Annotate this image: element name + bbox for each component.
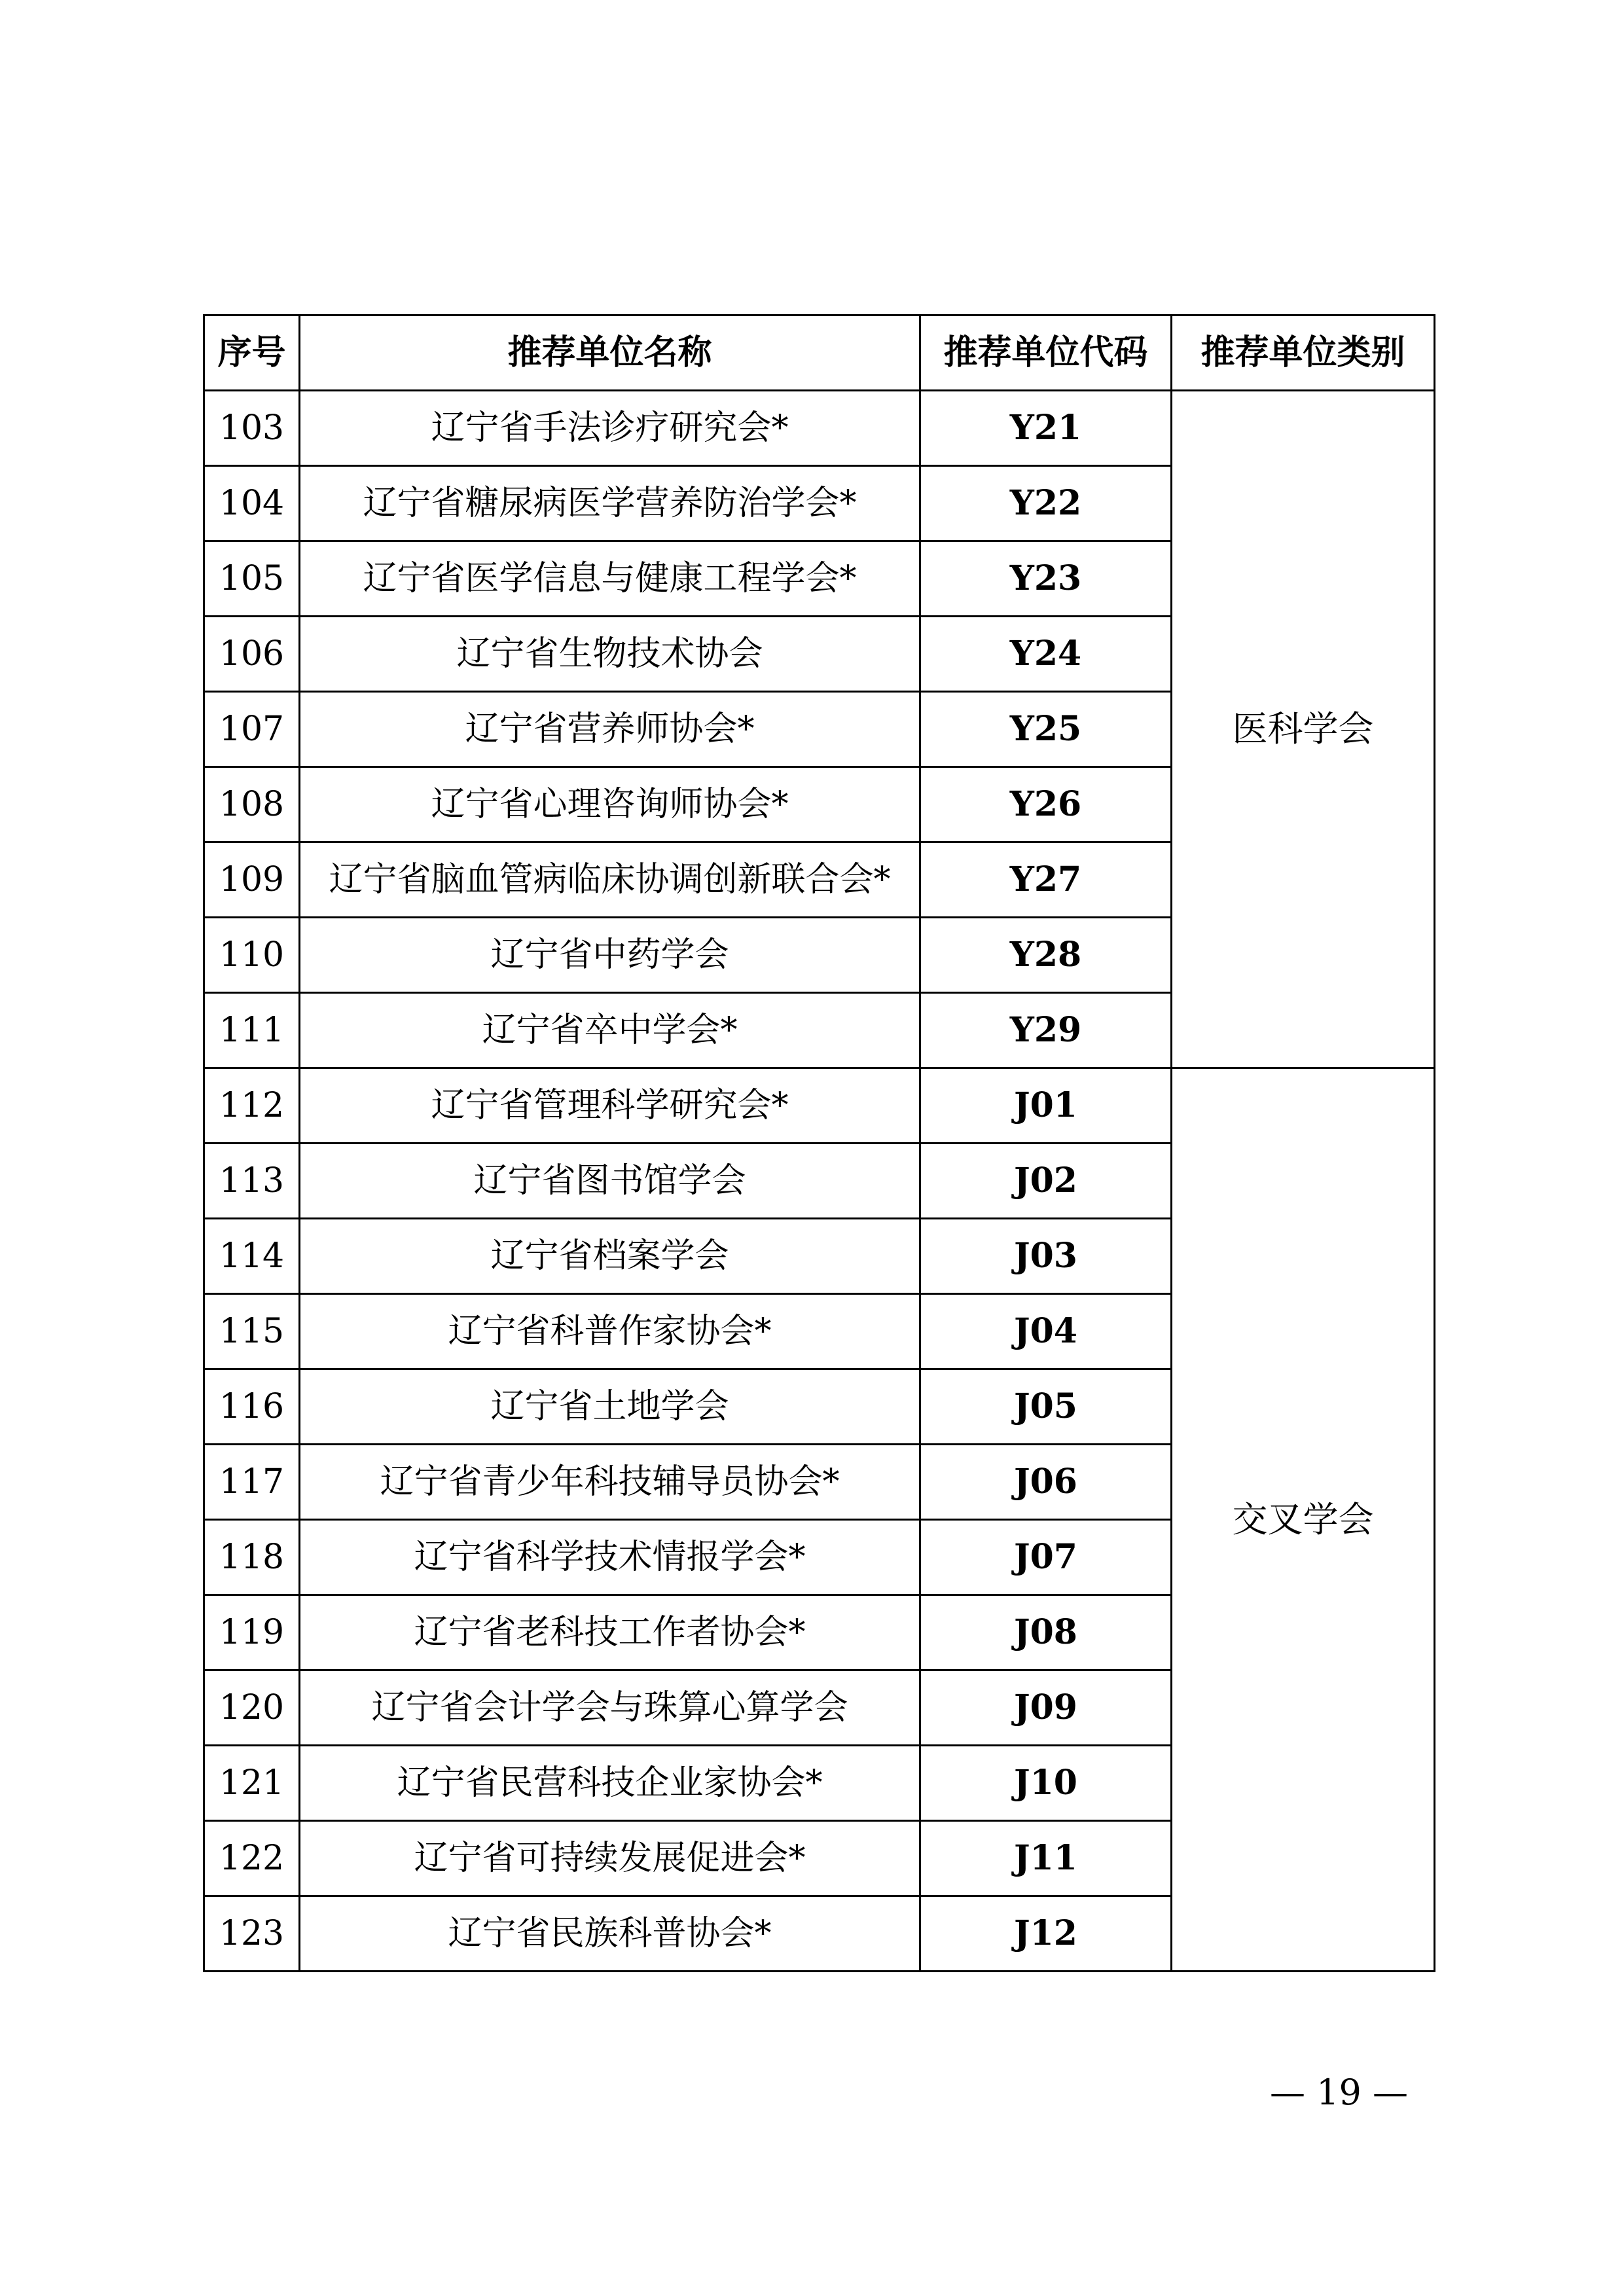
unit-name: 辽宁省可持续发展促进会* (300, 1821, 920, 1896)
page-number: — 19 — (1270, 2072, 1409, 2113)
unit-code: Y25 (920, 692, 1172, 767)
table-row (204, 391, 1435, 466)
table-row (204, 1068, 1435, 1144)
unit-code: Y21 (920, 391, 1172, 466)
unit-code: J12 (920, 1896, 1172, 1972)
unit-name: 辽宁省管理科学研究会* (300, 1068, 920, 1144)
row-number: 121 (204, 1746, 300, 1821)
unit-name: 辽宁省糖尿病医学营养防治学会* (300, 466, 920, 541)
header-no: 序号 (204, 315, 300, 391)
row-number: 110 (204, 918, 300, 993)
unit-code: J04 (920, 1294, 1172, 1369)
row-number: 107 (204, 692, 300, 767)
row-number: 116 (204, 1369, 300, 1445)
row-number: 119 (204, 1595, 300, 1670)
row-number: 109 (204, 842, 300, 918)
unit-code: Y26 (920, 767, 1172, 842)
unit-name: 辽宁省脑血管病临床协调创新联合会* (300, 842, 920, 918)
unit-name: 辽宁省图书馆学会 (300, 1144, 920, 1219)
unit-code: J11 (920, 1821, 1172, 1896)
unit-code: Y23 (920, 541, 1172, 617)
row-number: 113 (204, 1144, 300, 1219)
row-number: 118 (204, 1520, 300, 1595)
unit-name: 辽宁省生物技术协会 (300, 617, 920, 692)
row-number: 104 (204, 466, 300, 541)
unit-code: J03 (920, 1219, 1172, 1294)
unit-name: 辽宁省老科技工作者协会* (300, 1595, 920, 1670)
unit-code: J05 (920, 1369, 1172, 1445)
unit-name: 辽宁省中药学会 (300, 918, 920, 993)
unit-name: 辽宁省卒中学会* (300, 993, 920, 1068)
row-number: 123 (204, 1896, 300, 1972)
unit-category: 医科学会 (1172, 391, 1435, 1068)
unit-name: 辽宁省会计学会与珠算心算学会 (300, 1670, 920, 1746)
row-number: 122 (204, 1821, 300, 1896)
unit-code: Y28 (920, 918, 1172, 993)
recommending-units-table (203, 314, 1435, 1972)
unit-code: J01 (920, 1068, 1172, 1144)
table-header (204, 315, 1435, 391)
unit-name: 辽宁省心理咨询师协会* (300, 767, 920, 842)
row-number: 103 (204, 391, 300, 466)
unit-category: 交叉学会 (1172, 1068, 1435, 1972)
header-code: 推荐单位代码 (920, 315, 1172, 391)
row-number: 114 (204, 1219, 300, 1294)
row-number: 106 (204, 617, 300, 692)
unit-name: 辽宁省青少年科技辅导员协会* (300, 1445, 920, 1520)
row-number: 105 (204, 541, 300, 617)
header-category: 推荐单位类别 (1172, 315, 1435, 391)
unit-name: 辽宁省民族科普协会* (300, 1896, 920, 1972)
unit-name: 辽宁省医学信息与健康工程学会* (300, 541, 920, 617)
unit-code: Y29 (920, 993, 1172, 1068)
unit-name: 辽宁省科学技术情报学会* (300, 1520, 920, 1595)
unit-code: Y22 (920, 466, 1172, 541)
unit-code: J08 (920, 1595, 1172, 1670)
unit-name: 辽宁省手法诊疗研究会* (300, 391, 920, 466)
unit-code: J07 (920, 1520, 1172, 1595)
row-number: 112 (204, 1068, 300, 1144)
unit-name: 辽宁省科普作家协会* (300, 1294, 920, 1369)
row-number: 115 (204, 1294, 300, 1369)
unit-code: Y24 (920, 617, 1172, 692)
unit-name: 辽宁省民营科技企业家协会* (300, 1746, 920, 1821)
unit-code: J06 (920, 1445, 1172, 1520)
unit-name: 辽宁省土地学会 (300, 1369, 920, 1445)
row-number: 117 (204, 1445, 300, 1520)
header-name: 推荐单位名称 (300, 315, 920, 391)
unit-code: J02 (920, 1144, 1172, 1219)
table-body (204, 391, 1435, 1972)
unit-code: J10 (920, 1746, 1172, 1821)
table-header-row (204, 315, 1435, 391)
unit-name: 辽宁省档案学会 (300, 1219, 920, 1294)
row-number: 108 (204, 767, 300, 842)
row-number: 120 (204, 1670, 300, 1746)
row-number: 111 (204, 993, 300, 1068)
unit-name: 辽宁省营养师协会* (300, 692, 920, 767)
unit-code: Y27 (920, 842, 1172, 918)
unit-code: J09 (920, 1670, 1172, 1746)
